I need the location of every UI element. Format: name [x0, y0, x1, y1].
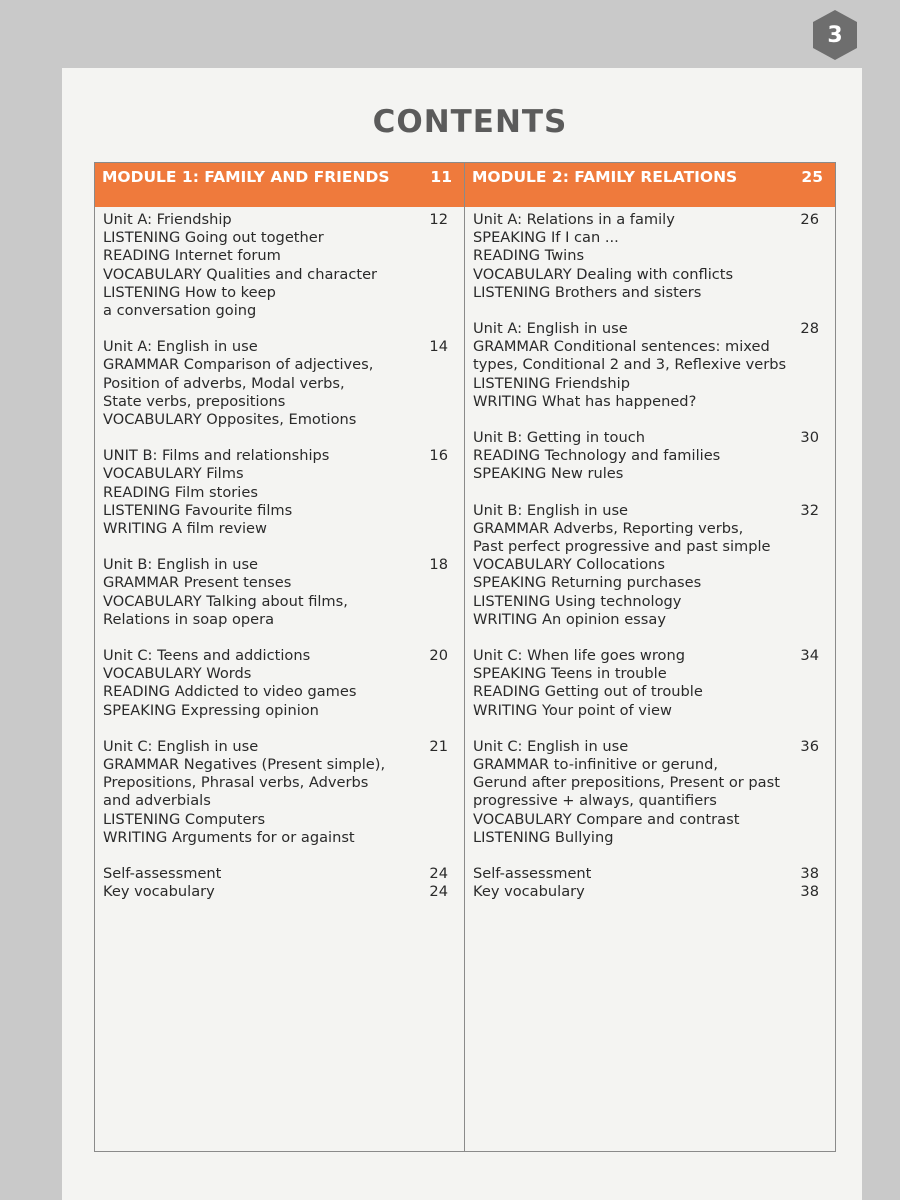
unit-topic-line: VOCABULARY Films — [103, 465, 244, 483]
unit-title: Unit B: English in use — [103, 556, 259, 574]
unit-topic-line: VOCABULARY Compare and contrast — [473, 810, 740, 828]
unit-topic-line: SPEAKING Teens in trouble — [473, 665, 667, 683]
unit-page: 18 — [429, 556, 448, 574]
unit-topic-line: LISTENING Using technology — [473, 592, 682, 610]
unit-topic-line: READING Getting out of trouble — [473, 683, 703, 701]
module-1-title: MODULE 1: FAMILY AND FRIENDS — [102, 168, 390, 186]
unit-topic-line: WRITING Your point of view — [473, 701, 672, 719]
unit-topic-line: READING Film stories — [103, 483, 258, 501]
unit-topic-line: SPEAKING Returning purchases — [473, 574, 702, 592]
unit-topic-line: Gerund after prepositions, Present or past — [473, 774, 780, 792]
tail-label: Self-assessment — [103, 865, 222, 883]
tail-row — [473, 865, 819, 883]
unit-entry — [473, 502, 819, 629]
unit-topic-line: State verbs, prepositions — [103, 392, 286, 410]
unit-title: Unit C: Teens and addictions — [103, 647, 311, 665]
module-1-header — [95, 163, 464, 207]
module-tail — [473, 865, 819, 901]
unit-topic-line: GRAMMAR Comparison of adjectives, — [103, 356, 374, 374]
tail-page: 24 — [429, 865, 448, 883]
unit-topic-line: Prepositions, Phrasal verbs, Adverbs — [103, 774, 369, 792]
unit-topic-line: WRITING Arguments for or against — [103, 828, 355, 846]
unit-title: Unit B: Getting in touch — [473, 429, 645, 447]
unit-topic-line: LISTENING Computers — [103, 810, 266, 828]
unit-topic-line: SPEAKING Expressing opinion — [103, 701, 319, 719]
unit-entry — [103, 338, 448, 429]
unit-title: Unit A: Relations in a family — [473, 211, 675, 228]
unit-topic-line: and adverbials — [103, 792, 211, 810]
unit-topic-line: READING Internet forum — [103, 247, 281, 265]
unit-title: Unit C: When life goes wrong — [473, 647, 685, 665]
unit-topic-line: VOCABULARY Words — [103, 665, 252, 683]
unit-topic-line: a conversation going — [103, 302, 257, 320]
unit-title: Unit A: English in use — [103, 338, 258, 356]
unit-entry — [473, 211, 819, 302]
unit-topic-line: GRAMMAR Negatives (Present simple), — [103, 756, 386, 774]
unit-topic-line: SPEAKING If I can ... — [473, 229, 619, 247]
unit-title: Unit A: Friendship — [103, 211, 232, 228]
unit-topic-line: LISTENING Brothers and sisters — [473, 283, 702, 301]
unit-heading-row — [103, 556, 448, 574]
unit-topic-line: VOCABULARY Talking about films, — [103, 592, 348, 610]
unit-topic-line: GRAMMAR Present tenses — [103, 574, 292, 592]
unit-topic-line: SPEAKING New rules — [473, 465, 624, 483]
tail-row — [473, 883, 819, 901]
unit-title: Unit C: English in use — [473, 737, 629, 755]
tail-page: 24 — [429, 883, 448, 901]
unit-heading-row — [103, 738, 448, 756]
unit-topic-line: VOCABULARY Dealing with conflicts — [473, 265, 734, 283]
unit-topic-line: LISTENING Bullying — [473, 828, 614, 846]
module-2-units — [465, 207, 835, 902]
unit-topic-line: VOCABULARY Qualities and character — [103, 265, 378, 283]
unit-entry — [473, 320, 819, 411]
unit-topic-line: VOCABULARY Opposites, Emotions — [103, 411, 357, 429]
unit-page: 14 — [429, 338, 448, 356]
unit-title: Unit C: English in use — [103, 737, 259, 755]
unit-entry — [103, 647, 448, 720]
module-1-column — [95, 163, 465, 1151]
unit-topic-line: LISTENING Favourite films — [103, 501, 293, 519]
unit-page: 21 — [429, 737, 448, 755]
unit-title: Unit A: English in use — [473, 320, 628, 338]
unit-topic-line: GRAMMAR Conditional sentences: mixed — [473, 338, 770, 356]
unit-topic-line: LISTENING Friendship — [473, 374, 630, 392]
tail-label: Key vocabulary — [473, 883, 585, 901]
unit-heading-row — [103, 211, 448, 229]
module-1-page: 11 — [430, 168, 452, 186]
unit-topic-line: WRITING A film review — [103, 520, 267, 538]
unit-page: 32 — [800, 501, 819, 519]
unit-page: 20 — [429, 647, 448, 665]
unit-entry — [103, 211, 448, 320]
unit-topic-line: GRAMMAR to-infinitive or gerund, — [473, 756, 719, 774]
unit-topic-line: WRITING What has happened? — [473, 392, 697, 410]
unit-heading-row — [473, 738, 819, 756]
unit-topic-line: Past perfect progressive and past simple — [473, 538, 771, 556]
contents-table — [94, 162, 836, 1152]
page-number: 3 — [827, 22, 843, 48]
unit-heading-row — [473, 502, 819, 520]
unit-title: UNIT B: Films and relationships — [103, 447, 330, 465]
unit-page: 28 — [800, 320, 819, 338]
unit-topic-line: VOCABULARY Collocations — [473, 556, 665, 574]
unit-topic-line: GRAMMAR Adverbs, Reporting verbs, — [473, 519, 744, 537]
unit-entry — [473, 647, 819, 720]
tail-page: 38 — [800, 883, 819, 901]
unit-heading-row — [103, 447, 448, 465]
unit-heading-row — [473, 320, 819, 338]
tail-row — [103, 883, 448, 901]
module-tail — [103, 865, 448, 901]
unit-page: 16 — [429, 447, 448, 465]
unit-page: 30 — [800, 429, 819, 447]
tail-label: Key vocabulary — [103, 883, 215, 901]
unit-topic-line: types, Conditional 2 and 3, Reflexive verbs — [473, 356, 787, 374]
tail-label: Self-assessment — [473, 865, 592, 883]
unit-entry — [473, 738, 819, 847]
unit-topic-line: Relations in soap opera — [103, 610, 275, 628]
unit-heading-row — [103, 647, 448, 665]
unit-title: Unit B: English in use — [473, 501, 629, 519]
tail-page: 38 — [800, 865, 819, 883]
unit-heading-row — [473, 211, 819, 229]
module-2-title: MODULE 2: FAMILY RELATIONS — [472, 168, 738, 186]
unit-entry — [473, 429, 819, 484]
unit-heading-row — [473, 647, 819, 665]
module-2-column — [465, 163, 835, 1151]
module-2-page: 25 — [801, 168, 823, 186]
unit-topic-line: Position of adverbs, Modal verbs, — [103, 374, 345, 392]
unit-heading-row — [473, 429, 819, 447]
module-1-units — [95, 207, 464, 902]
unit-page: 26 — [800, 211, 819, 228]
module-2-header — [465, 163, 835, 207]
page-title: CONTENTS — [372, 104, 568, 140]
unit-entry — [103, 738, 448, 847]
unit-topic-line: WRITING An opinion essay — [473, 610, 666, 628]
unit-entry — [103, 556, 448, 629]
tail-row — [103, 865, 448, 883]
unit-entry — [103, 447, 448, 538]
unit-topic-line: READING Twins — [473, 247, 585, 265]
unit-page: 34 — [800, 647, 819, 665]
unit-topic-line: LISTENING Going out together — [103, 229, 324, 247]
unit-topic-line: READING Technology and families — [473, 447, 721, 465]
unit-heading-row — [103, 338, 448, 356]
unit-topic-line: LISTENING How to keep — [103, 283, 276, 301]
unit-topic-line: progressive + always, quantifiers — [473, 792, 717, 810]
unit-topic-line: READING Addicted to video games — [103, 683, 357, 701]
unit-page: 36 — [800, 737, 819, 755]
page-number-badge — [808, 8, 862, 62]
unit-page: 12 — [429, 211, 448, 228]
